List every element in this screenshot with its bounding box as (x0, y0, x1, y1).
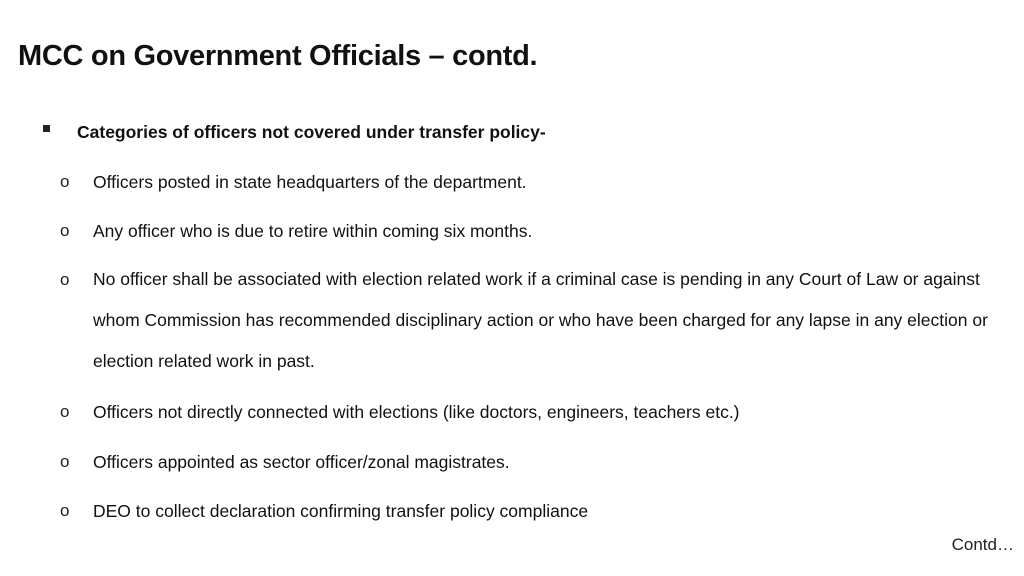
section-heading-text: Categories of officers not covered under transfer policy- (77, 122, 546, 142)
page-title: MCC on Government Officials – contd. (18, 40, 538, 72)
list-item-text: Any officer who is due to retire within coming six months. (93, 221, 533, 241)
section-heading (40, 120, 1000, 144)
circle-bullet-icon: o (60, 172, 70, 191)
list-item-text: DEO to collect declaration confirming transfer policy compliance (93, 501, 589, 521)
continued-label: Contd… (951, 535, 1014, 554)
square-bullet-icon (43, 125, 50, 132)
list-item-text: No officer shall be associated with election related work if a criminal case is pending in any Court of Law or against whom Commission has recommended disciplinary action or who have been charged for any lapse in any election or election related work in past. (93, 269, 988, 371)
circle-bullet-icon: o (60, 501, 70, 520)
circle-bullet-icon: o (60, 452, 70, 471)
circle-bullet-icon: o (60, 270, 70, 289)
circle-bullet-icon: o (60, 221, 70, 240)
list-item-text: Officers not directly connected with elections (like doctors, engineers, teachers etc.) (93, 402, 740, 422)
list-item-text: Officers appointed as sector officer/zonal magistrates. (93, 452, 510, 472)
list-item-text: Officers posted in state headquarters of the department. (93, 172, 527, 192)
circle-bullet-icon: o (60, 402, 70, 421)
